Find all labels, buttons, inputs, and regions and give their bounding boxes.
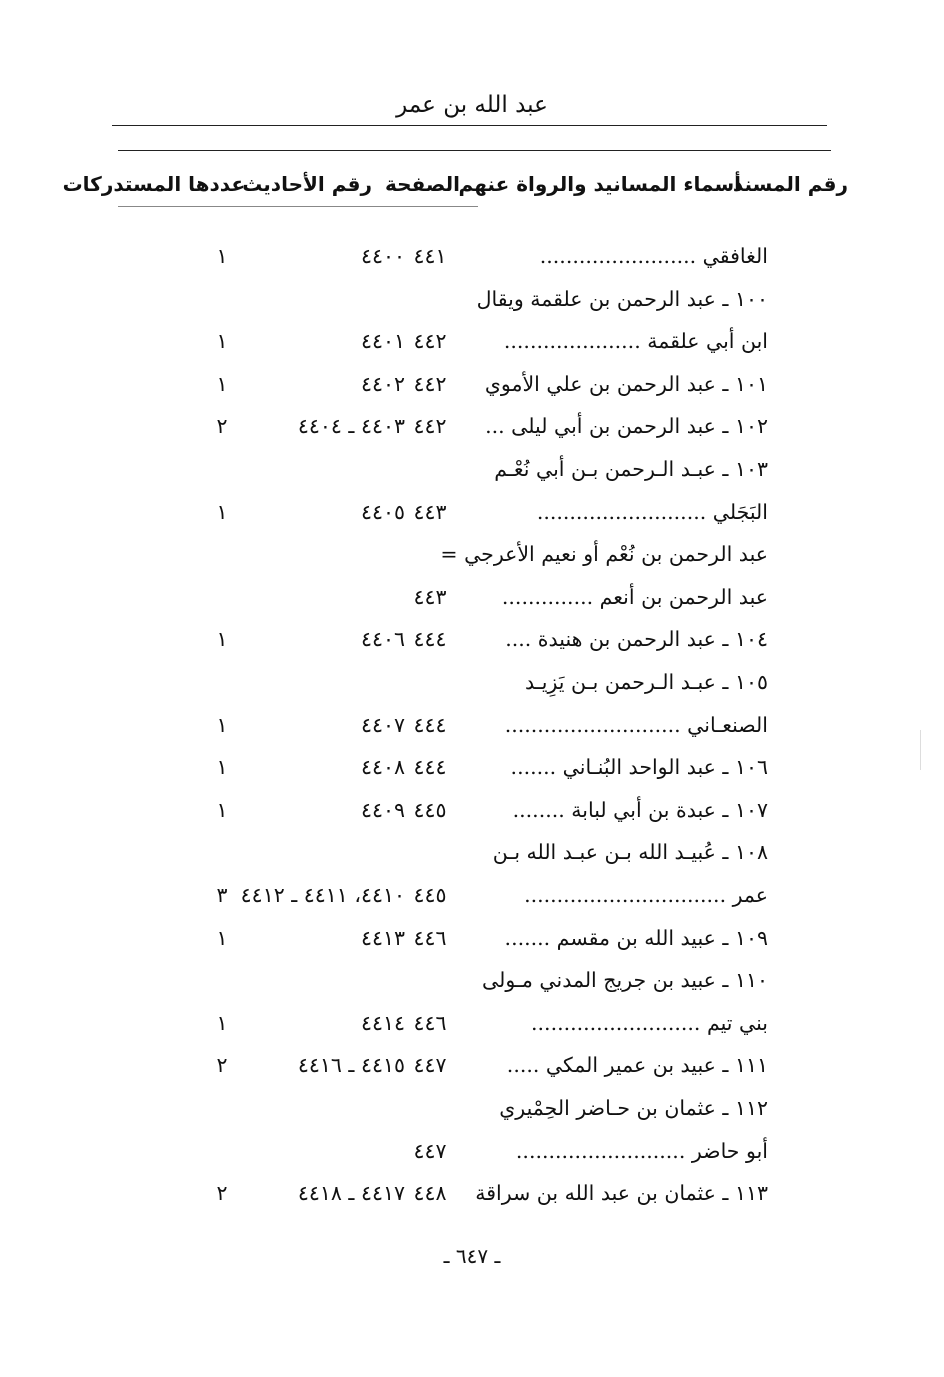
table-row — [0, 1051, 944, 1093]
entry-text: ١٠٧ ـ عبدة بن أبي لبابة ........ — [512, 797, 768, 822]
page-cell: ٤٤٤ — [413, 755, 447, 780]
hadith-numbers-cell: ٤٤٠٣ ـ ٤٤٠٤ — [297, 414, 405, 439]
column-header-count: عددها المستدركات — [62, 172, 245, 196]
entry-text: ١١١ ـ عبيد بن عمير المكي ..... — [506, 1053, 768, 1078]
title-rule — [112, 125, 827, 126]
page-cell: ٤٤٢ — [413, 371, 447, 396]
entry-text: ١٠١ ـ عبد الرحمن بن علي الأموي — [484, 371, 768, 396]
page-cell: ٤٤٢ — [413, 414, 447, 439]
page-cell: ٤٤١ — [413, 244, 447, 268]
table-row — [0, 583, 944, 625]
count-cell: ٢ — [216, 414, 228, 439]
page-cell: ٤٤٤ — [413, 627, 447, 652]
column-header-hadith-numbers: رقم الأحاديث — [242, 172, 372, 196]
hadith-numbers-cell: ٤٤١٤ — [360, 1010, 405, 1035]
table-row — [0, 796, 944, 838]
page-cell: ٤٤٦ — [413, 925, 447, 950]
page-cell: ٤٤٧ — [413, 1138, 447, 1163]
table-row — [0, 711, 944, 753]
count-cell: ١ — [216, 371, 228, 396]
entry-text: ١١٠ ـ عبيد بن جريج المدني مـولى — [481, 968, 768, 993]
page-number: ـ ٦٤٧ ـ — [443, 1244, 501, 1268]
table-row — [0, 924, 944, 966]
table-row — [0, 625, 944, 667]
entry-text: ١٠٨ ـ عُبيـد الله بـن عبـد الله بـن — [492, 840, 768, 865]
hadith-numbers-cell: ٤٤٠٨ — [360, 755, 405, 780]
hadith-numbers-cell: ٤٤٠٩ — [360, 797, 405, 822]
page-cell: ٤٤٦ — [413, 1010, 447, 1035]
hadith-numbers-cell: ٤٤١٧ ـ ٤٤١٨ — [297, 1181, 405, 1206]
count-cell: ٢ — [216, 1053, 228, 1078]
count-cell: ٣ — [216, 883, 228, 907]
entry-text: ١٠٠ ـ عبد الرحمن بن علقمة ويقال — [476, 286, 768, 311]
table-row — [0, 668, 944, 710]
table-row — [0, 412, 944, 454]
page-cell: ٤٤٥ — [413, 883, 447, 907]
entry-text: البَجَلي .......................... — [536, 499, 768, 524]
count-cell: ١ — [216, 712, 228, 737]
column-header-page: الصفحة — [384, 172, 460, 196]
columns-rule — [118, 150, 831, 151]
entry-text: الغافقي ........................ — [539, 244, 768, 268]
count-cell: ١ — [216, 797, 228, 822]
entry-text: ١٠٢ ـ عبد الرحمن بن أبي ليلى ... — [485, 414, 768, 439]
table-row — [0, 327, 944, 369]
entry-text: ١٠٦ ـ عبد الواحد البُنـاني ....... — [510, 755, 768, 780]
hadith-numbers-cell: ٤٤٠١ — [360, 329, 405, 354]
hadith-numbers-cell: ٤٤٠٦ — [360, 627, 405, 652]
entry-text: ١٠٤ ـ عبد الرحمن بن هنيدة .... — [505, 627, 768, 652]
page-cell: ٤٤٣ — [413, 584, 447, 609]
table-row — [0, 1009, 944, 1051]
page-cell: ٤٤٧ — [413, 1053, 447, 1078]
table-row — [0, 455, 944, 497]
scan-mark — [920, 730, 921, 770]
count-cell: ١ — [216, 499, 228, 524]
table-row — [0, 1137, 944, 1179]
entry-text: عمر ............................... — [524, 883, 768, 907]
entry-text: أبو حاضر .......................... — [515, 1138, 768, 1163]
hadith-numbers-cell: ٤٤١٥ ـ ٤٤١٦ — [297, 1053, 405, 1078]
page-title: عبد الله بن عمر — [396, 92, 548, 118]
header-underline — [118, 206, 478, 207]
page-cell: ٤٤٨ — [413, 1181, 447, 1206]
table-row — [0, 838, 944, 880]
table-row — [0, 242, 944, 284]
entry-text: عبد الرحمن بن أنعم .............. — [501, 584, 768, 609]
entry-text: ١١٣ ـ عثمان بن عبد الله بن سراقة — [475, 1181, 768, 1206]
count-cell: ١ — [216, 244, 228, 268]
table-row — [0, 966, 944, 1008]
table-row — [0, 370, 944, 412]
entry-text: ابن أبي علقمة ..................... — [503, 329, 768, 354]
count-cell: ١ — [216, 925, 228, 950]
page-cell: ٤٤٥ — [413, 797, 447, 822]
table-row — [0, 540, 944, 582]
entry-text: الصنعـاني ........................... — [504, 712, 768, 737]
entry-text: ١٠٣ ـ عبـد الـرحمن بـن أبي نُعْـم — [494, 457, 768, 481]
entry-text: ١١٢ ـ عثمان بن حـاضر الحِمْيري — [499, 1096, 768, 1120]
hadith-numbers-cell: ٤٤١٠، ٤٤١١ ـ ٤٤١٢ — [240, 883, 405, 907]
entry-text: بني تيم .......................... — [531, 1010, 768, 1035]
column-header-musnad-number: رقم المسند — [732, 172, 848, 196]
page-cell: ٤٤٤ — [413, 712, 447, 737]
page-cell: ٤٤٢ — [413, 329, 447, 354]
table-row — [0, 881, 944, 923]
count-cell: ١ — [216, 1010, 228, 1035]
count-cell: ٢ — [216, 1181, 228, 1206]
count-cell: ١ — [216, 329, 228, 354]
hadith-numbers-cell: ٤٤٠٧ — [360, 712, 405, 737]
entry-text: ١٠٥ ـ عبـد الـرحمن بـن يَزِيـد — [524, 670, 768, 694]
hadith-numbers-cell: ٤٤٠٠ — [360, 244, 405, 268]
table-row — [0, 1179, 944, 1221]
count-cell: ١ — [216, 755, 228, 780]
table-row — [0, 285, 944, 327]
entry-text: عبد الرحمن بن نُعْم أو نعيم الأعرجي = — [440, 542, 768, 567]
table-row — [0, 753, 944, 795]
count-cell: ١ — [216, 627, 228, 652]
table-row — [0, 1094, 944, 1136]
entry-text: ١٠٩ ـ عبيد الله بن مقسم ....... — [504, 925, 768, 950]
hadith-numbers-cell: ٤٤٠٥ — [360, 499, 405, 524]
column-header-names: أسماء المسانيد والرواة عنهم — [458, 172, 741, 196]
page-cell: ٤٤٣ — [413, 499, 447, 524]
table-row — [0, 498, 944, 540]
hadith-numbers-cell: ٤٤٠٢ — [360, 371, 405, 396]
hadith-numbers-cell: ٤٤١٣ — [360, 925, 405, 950]
